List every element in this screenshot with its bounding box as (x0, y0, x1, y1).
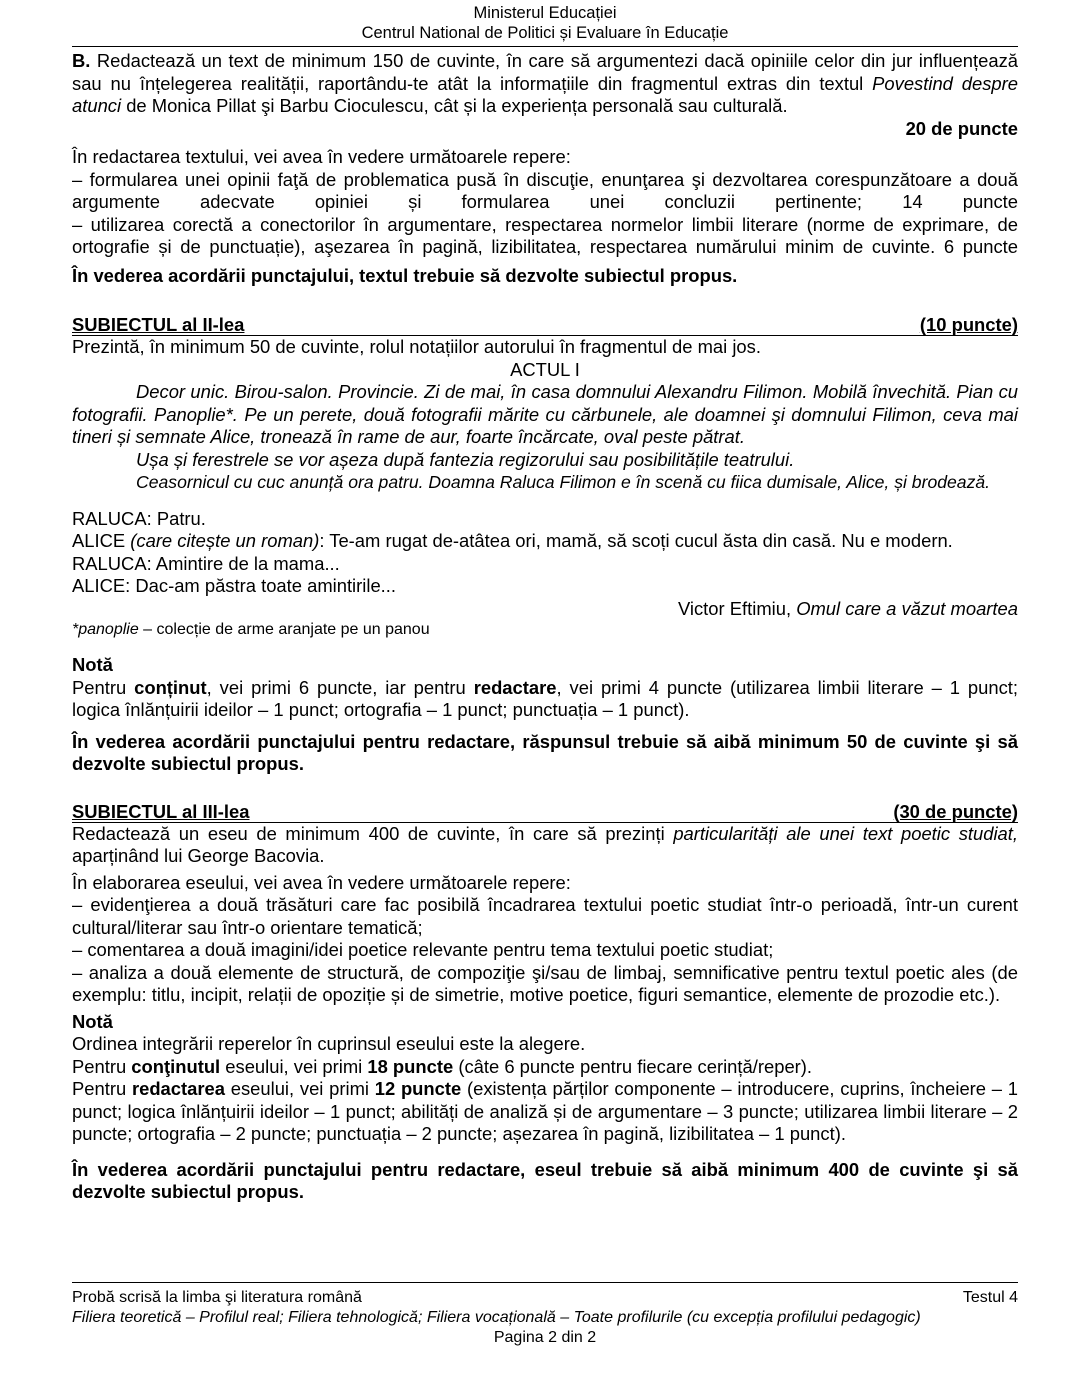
section-b-points: 20 de puncte (905, 117, 1018, 139)
section-3-nota-title: Notă (72, 1010, 113, 1032)
footnote: *panoplie – colecție de arme aranjate pe un panou (72, 621, 430, 638)
section-2-title: SUBIECTUL al II-lea (72, 314, 245, 335)
section-3-heading (72, 802, 1018, 823)
act-heading: ACTUL I (510, 358, 580, 380)
section-3-reper-1: – evidenţierea a două trăsături care fac posibilă încadrarea textului poetic studiat într-o perioadă, într-un curent cultural/literar sau într-o orientare tematică; (72, 894, 1018, 938)
dialogue-line-3: RALUCA: Amintire de la mama... (72, 552, 340, 574)
section-b (72, 50, 1018, 287)
footer-row-1 (72, 1288, 1018, 1308)
source-attribution: Victor Eftimiu, Omul care a văzut moartea (677, 597, 1018, 619)
section-3 (72, 802, 1018, 1204)
exam-page (72, 0, 1018, 1204)
section-2-nota-title: Notă (72, 654, 113, 675)
reper-1-points: 14 puncte (902, 191, 1018, 212)
header-ministry: Ministerul Educației (473, 4, 617, 22)
section-2 (72, 315, 1018, 776)
reper-2-points: 6 puncte (943, 236, 1018, 257)
page-header (72, 0, 1018, 43)
footer-page-number: Pagina 2 din 2 (493, 1329, 597, 1346)
section-3-task: Redactează un eseu de minimum 400 de cuvinte, în care să prezinți particularități ale unei text poetic studiat, aparținând lui George Bacovia. (72, 822, 1018, 866)
section-3-bold-note: În vederea acordării punctajului pentru redactare, eseul trebuie să aibă minimum 400 de cuvinte şi să dezvolte subiectul propus. (72, 1158, 1018, 1202)
section-b-reper-intro: În redactarea textului, vei avea în vedere următoarele repere: (72, 146, 571, 167)
section-b-task: B. Redactează un text de minimum 150 de cuvinte, în care să argumentezi dacă opiniile celor din jur influențează sau nu înțelegerea realității, raportându-te atât la informațiile din fragmentul extras din textul Povestind despre atunci de Monica Pillat şi Barbu Cioculescu, cât și la experiența personală sau culturală. (72, 50, 1018, 116)
dialogue-line-2: ALICE (care citește un roman): Te-am rugat de-atâtea ori, mamă, să scoți cucul ăsta din casă. Nu e modern. (72, 530, 953, 551)
footer-subject: Probă scrisă la limba şi literatura română (72, 1289, 362, 1306)
section-3-title: SUBIECTUL al III-lea (72, 800, 250, 822)
section-2-task: Prezintă, în minimum 50 de cuvinte, rolul notațiilor autorului în fragmentul de mai jos. (72, 336, 761, 357)
section-3-nota-3: Pentru redactarea eseului, vei primi 12 puncte (existența părților componente – introducere, cuprins, încheiere – 1 punct; logica înlănțuirii ideilor – 1 punct; abilități de analiză și de argumentare – 3 puncte; utilizarea limbii literare – 2 puncte; ortografia – 2 puncte; punctuația – 2 puncte; așezarea în pagină, lizibilitatea – 1 punct). (72, 1078, 1018, 1144)
section-2-points: (10 puncte) (919, 314, 1018, 335)
header-rule (72, 46, 1018, 47)
section-3-nota-1: Ordinea integrării reperelor în cuprinsul eseului este la alegere. (72, 1033, 586, 1054)
section-3-reper-2: – comentarea a două imagini/idei poetice relevante pentru tema textului poetic studiat; (72, 939, 774, 960)
page-footer (72, 1282, 1018, 1348)
source-title: Povestind despre atunci (72, 72, 1018, 116)
dialogue-line-1: RALUCA: Patru. (72, 507, 206, 529)
section-b-reper-2: – utilizarea corectă a conectorilor în argumentare, respectarea normelor limbii literare (norme de exprimare, de ortografie și de punctuație), aşezarea în pagină, lizibilitatea, respectarea numărului minim de cuvinte. 6 puncte (72, 213, 1018, 257)
section-3-reper-intro: În elaborarea eseului, vei avea în vedere următoarele repere: (72, 871, 571, 893)
section-3-reper-3: – analiza a două elemente de structură, de compoziţie şi/sau de limbaj, semnificative pentru textul poetic ales (de exemplu: titlu, incipit, relații de opoziție și de simetrie, motive poetice, figuri semantice, elemente de prozodie etc.). (72, 961, 1018, 1005)
header-center: Centrul National de Politici și Evaluare în Educație (361, 23, 729, 42)
section-2-bold-note: În vederea acordării punctajului pentru redactare, răspunsul trebuie să aibă minimum 50 de cuvinte şi să dezvolte subiectul propus. (72, 730, 1018, 774)
stage-direction-3: Ceasornicul cu cuc anunță ora patru. Doamna Raluca Filimon e în scenă cu fiica dumisale, Alice, și brodează. (136, 472, 991, 492)
dialogue-line-4: ALICE: Dac-am păstra toate amintirile... (72, 575, 397, 596)
section-b-bold-note: În vederea acordării punctajului, textul trebuie să dezvolte subiectul propus. (72, 264, 738, 286)
footer-profiles: Filiera teoretică – Profilul real; Filiera tehnologică; Filiera vocațională – Toate profilurile (cu excepția profilului pedagogic) (72, 1309, 921, 1326)
section-b-reper-1: – formularea unei opinii faţă de problematica pusă în discuţie, enunţarea şi dezvoltarea corespunzătoare a două argumente adecvate opiniei și formularea unei concluzii pertinente; 14 puncte (72, 168, 1018, 212)
section-3-nota-2: Pentru conţinutul eseului, vei primi 18 puncte (câte 6 puncte pentru fiecare cerință/reper). (72, 1055, 813, 1077)
section-b-label: B. (72, 50, 91, 71)
stage-direction-2: Ușa și ferestrele se vor așeza după fantezia regizorului sau posibilitățile teatrului. (136, 448, 795, 470)
section-2-heading (72, 315, 1018, 336)
footer-test-number: Testul 4 (962, 1289, 1018, 1306)
stage-direction-1: Decor unic. Birou-salon. Provincie. Zi de mai, în casa domnului Alexandru Filimon. Mobilă învechită. Pian cu fotografii. Panoplie*. Pe un perete, două fotografii mărite cu cărbunele, ale doamnei şi domnului Filimon, ceva mai tineri și semnate Alice, tronează în rame de aur, foarte încărcate, oval peste pătrat. (72, 381, 1018, 447)
section-3-points: (30 de puncte) (893, 800, 1018, 822)
section-2-nota: Pentru conținut, vei primi 6 puncte, iar pentru redactare, vei primi 4 puncte (utilizarea limbii literare – 1 punct; logica înlănțuirii ideilor – 1 punct; ortografia – 1 punct; punctuația – 1 punct). (72, 676, 1018, 720)
